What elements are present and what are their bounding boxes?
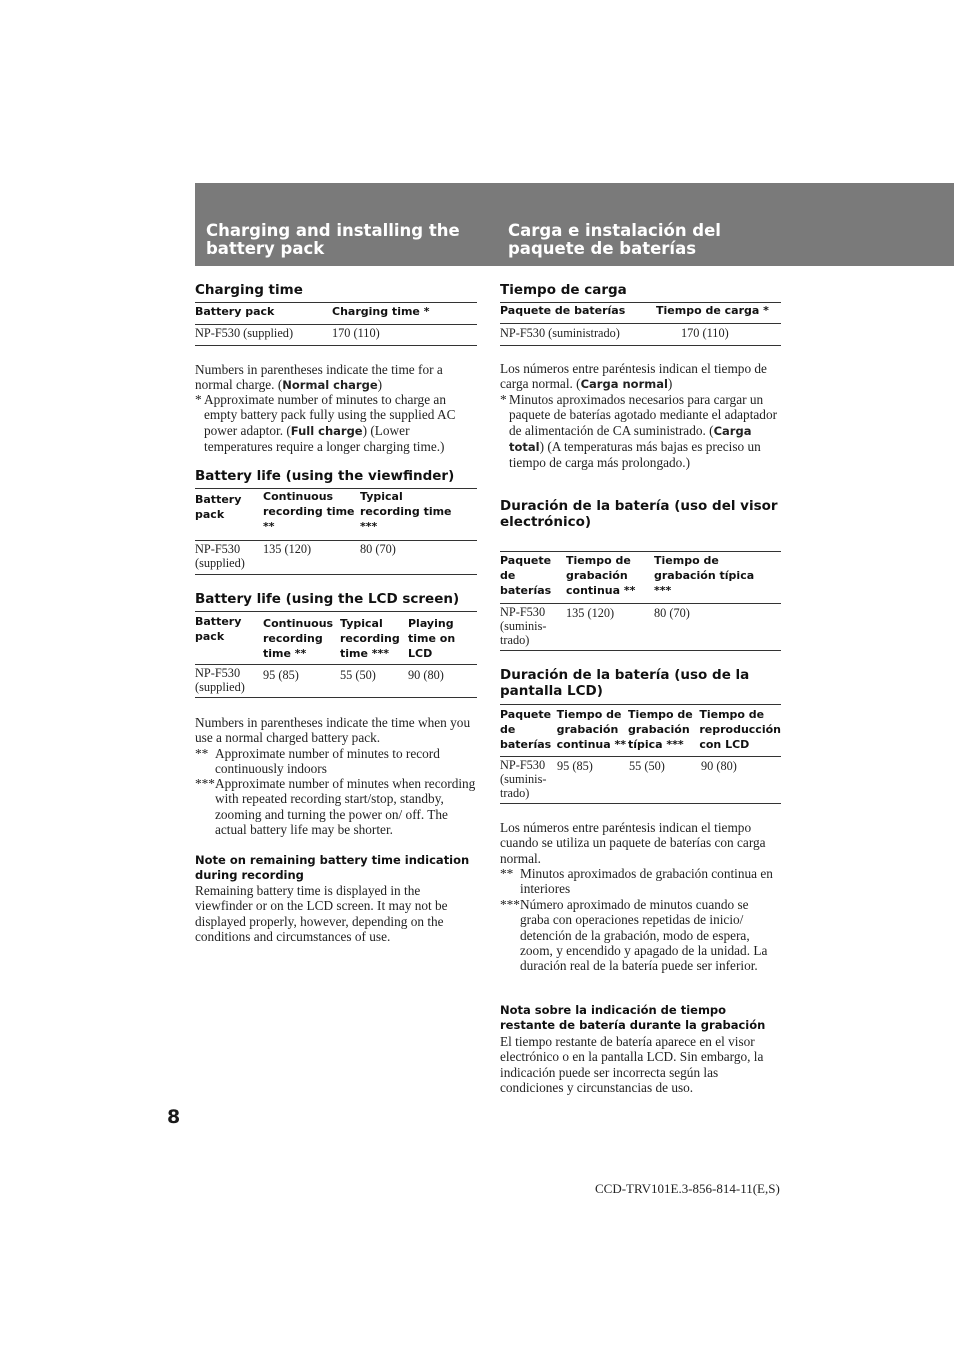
table-cell: 95 (85)	[263, 668, 299, 682]
table-header: Battery pack	[195, 493, 242, 521]
footnote-marker: ***	[195, 776, 215, 791]
text-run: )	[667, 376, 673, 392]
lcd-table-header-es	[500, 707, 781, 755]
viewfinder-table-header	[195, 489, 477, 539]
table-rule	[195, 345, 477, 346]
remaining-time-text-es: El tiempo restante de batería aparece en el visor electrónico o en la pantalla LCD. Sin embargo, la indicación puede ser incorrecta según las condiciones y circunstancias de uso.	[500, 1034, 764, 1095]
table-rule	[195, 302, 477, 303]
lcd-heading: Battery life (using the LCD screen)	[195, 591, 460, 607]
charging-time-table	[195, 304, 477, 324]
table-header: Playing time on LCD	[408, 617, 456, 660]
footnote-marker: *	[500, 392, 507, 407]
table-header: Continuous recording time **	[263, 617, 334, 660]
footnote-text: Approximate number of minutes to record continuously indoors	[215, 746, 440, 777]
table-rule	[195, 540, 477, 541]
remaining-time-heading: Note on remaining battery time indication during recording	[195, 853, 470, 882]
table-header: Typical recording time ***	[360, 490, 452, 533]
table-cell: 90 (80)	[701, 759, 737, 773]
table-rule	[500, 323, 781, 324]
table-cell: 170 (110)	[332, 326, 380, 340]
text-run: )	[377, 377, 383, 393]
charging-note-paragraph	[195, 362, 477, 394]
table-rule	[500, 603, 781, 604]
life-note-paragraph-es: Los números entre paréntesis indican el tiempo cuando se utiliza un paquete de baterías con carga normal.	[500, 820, 766, 866]
table-cell: 90 (80)	[408, 668, 444, 682]
viewfinder-table-body	[195, 542, 477, 570]
text-run: Los números entre paréntesis indican el tiempo de carga normal. (	[500, 361, 767, 392]
table-rule	[500, 650, 781, 651]
footnote-marker: *	[195, 392, 202, 407]
table-cell: NP-F530 (supplied)	[195, 542, 245, 570]
table-cell: NP-F530 (supplied)	[195, 666, 245, 694]
bold-term: Full charge	[290, 423, 363, 438]
charging-time-table-es	[500, 303, 781, 323]
table-header: Paquete de baterías	[500, 554, 552, 597]
footnote-text: Approximate number of minutes when recording with repeated recording start/stop, standby, zooming and turning the power on/ off. The actual battery life may be shorter.	[215, 776, 476, 837]
bold-term: Carga normal	[580, 377, 668, 392]
table-rule	[195, 611, 477, 612]
table-rule	[195, 664, 477, 665]
bold-term: Normal charge	[282, 378, 378, 393]
table-cell: 135 (120)	[566, 606, 615, 620]
lcd-table-body-es	[500, 758, 781, 800]
table-cell: 55 (50)	[629, 759, 665, 773]
table-header: Tiempo de carga *	[656, 304, 769, 317]
table-header: Tiempo de grabación continua **	[566, 554, 636, 597]
table-cell: NP-F530 (suminis- trado)	[500, 758, 547, 800]
viewfinder-table-body-es	[500, 605, 781, 647]
table-header: Battery pack	[195, 615, 242, 643]
viewfinder-table-header-es	[500, 553, 781, 602]
table-rule	[195, 324, 477, 325]
table-rule	[195, 697, 477, 698]
footnote-star-es	[500, 392, 781, 470]
text-run: Minutos aproximados necesarios para cargar un paquete de baterías agotado mediante el adaptador de alimentación de CA suministrado. (	[509, 392, 778, 438]
table-header: Typical recording time ***	[340, 617, 400, 660]
table-cell: NP-F530 (suministrado)	[500, 326, 620, 340]
charging-time-table-body-es	[500, 326, 781, 340]
viewfinder-heading: Battery life (using the viewfinder)	[195, 468, 455, 484]
text-run: Numbers in parentheses indicate the time for a normal charge. (	[195, 362, 443, 393]
section-title-es: Carga e instalación del paquete de baterías	[508, 221, 721, 258]
table-header: Tiempo de grabación típica ***	[654, 554, 755, 597]
table-cell: 95 (85)	[557, 759, 593, 773]
footnote-triple-star	[195, 776, 477, 837]
table-cell: 135 (120)	[263, 542, 312, 556]
viewfinder-heading-es: Duración de la batería (uso del visor electrónico)	[500, 498, 778, 530]
table-header: Continuous recording time **	[263, 490, 355, 533]
table-rule	[500, 756, 781, 757]
text-run: Approximate number of minutes to charge an empty battery pack fully using the supplied AC power adaptor. (	[204, 392, 456, 438]
table-header: Paquete de baterías	[500, 708, 552, 751]
table-cell: 170 (110)	[681, 326, 729, 340]
footnote-text: Número aproximado de minutos cuando se graba con operaciones repetidas de inicio/ detención de la grabación, modo de espera, zoom, y encendido y apagado de la unidad. La duración real de la batería puede ser inferior.	[520, 897, 768, 974]
table-rule	[195, 574, 477, 575]
table-rule	[500, 803, 781, 804]
table-cell: 55 (50)	[340, 668, 376, 682]
lcd-heading-es: Duración de la batería (uso de la pantalla LCD)	[500, 667, 750, 699]
footnote-double-star-es	[500, 866, 781, 897]
footnote-double-star	[195, 746, 477, 777]
footnote-marker: **	[500, 866, 514, 881]
section-title-en: Charging and installing the battery pack	[206, 221, 460, 258]
table-header: Battery pack	[195, 305, 275, 318]
footnote-text: Minutos aproximados de grabación continua en interiores	[520, 866, 773, 897]
table-cell: 80 (70)	[360, 542, 396, 556]
bold-term: Carga total	[509, 423, 752, 454]
footnote-marker: ***	[500, 897, 520, 912]
life-note-paragraph: Numbers in parentheses indicate the time when you use a normal charged battery pack.	[195, 715, 471, 746]
table-cell: NP-F530 (supplied)	[195, 326, 294, 340]
table-rule	[500, 551, 781, 552]
table-header: Paquete de baterías	[500, 304, 626, 317]
remaining-time-heading-es: Nota sobre la indicación de tiempo restante de batería durante la grabación	[500, 1003, 766, 1032]
footnote-marker: **	[195, 746, 209, 761]
page-number: 8	[167, 1106, 181, 1128]
section-banner	[195, 183, 954, 266]
text-run: ) (A temperaturas más bajas es preciso un tiempo de carga más prolongado.)	[509, 438, 761, 471]
table-cell: 80 (70)	[654, 606, 690, 620]
footnote-text	[500, 392, 781, 470]
table-header: Tiempo de reproducción con LCD	[699, 708, 781, 751]
remaining-time-text: Remaining battery time is displayed in the viewfinder or on the LCD screen. It may not be displayed properly, however, depending on the conditions and circumstances of use.	[195, 883, 448, 944]
lcd-table-body	[195, 666, 477, 694]
table-header: Charging time *	[332, 305, 430, 318]
footnote-triple-star-es	[500, 897, 781, 973]
table-rule	[500, 345, 781, 346]
text-run: ) (Lower temperatures require a longer charging time.)	[204, 422, 445, 454]
charging-time-heading-es: Tiempo de carga	[500, 282, 627, 298]
charging-time-heading: Charging time	[195, 282, 303, 298]
charging-note-paragraph-es	[500, 361, 781, 393]
footnote-text	[195, 392, 477, 454]
document-code: CCD-TRV101E.3-856-814-11(E,S)	[595, 1181, 780, 1196]
table-cell: NP-F530 (suminis- trado)	[500, 605, 547, 647]
footnote-star	[195, 392, 477, 454]
table-rule	[500, 704, 781, 705]
charging-time-table-body	[195, 326, 477, 340]
lcd-table-header	[195, 614, 477, 663]
table-header: Tiempo de grabación continua **	[556, 708, 626, 751]
table-header: Tiempo de grabación típica ***	[627, 708, 693, 751]
